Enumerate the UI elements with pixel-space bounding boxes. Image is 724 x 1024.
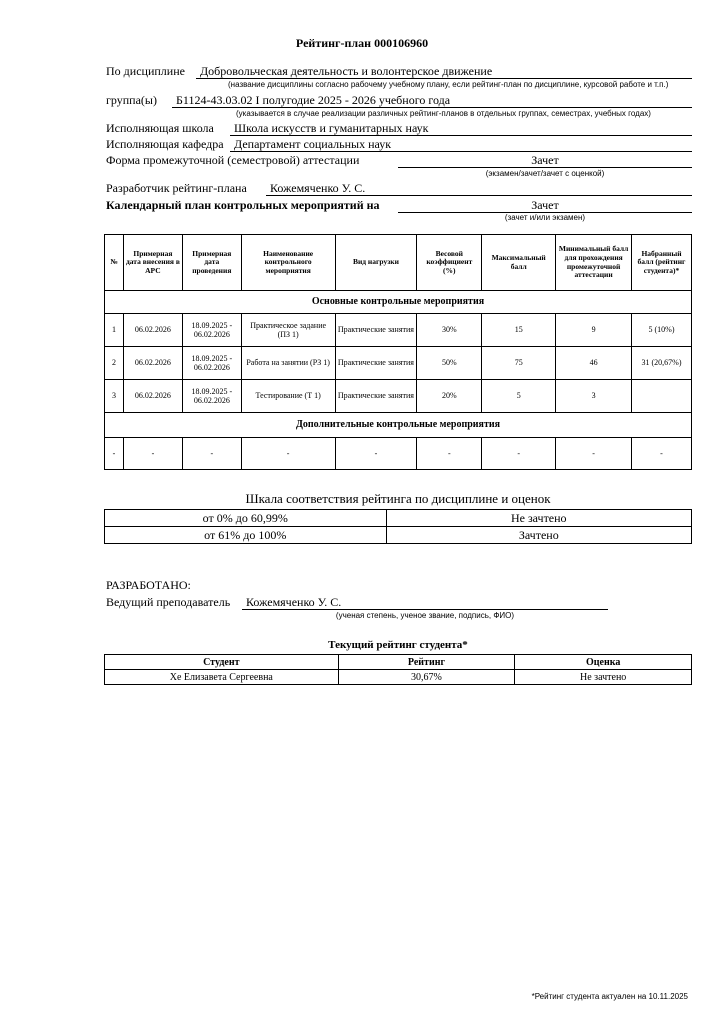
control-events-table	[104, 234, 692, 470]
dept-underline	[230, 151, 692, 152]
cell: Практические занятия	[335, 347, 417, 380]
column-header: Студент	[105, 655, 339, 670]
column-header: Вид нагрузки	[335, 235, 417, 291]
current-rating-title: Текущий рейтинг студента*	[328, 639, 468, 651]
cell: 5	[482, 380, 556, 413]
developed-heading: РАЗРАБОТАНО:	[106, 578, 191, 592]
group-label: группа(ы)	[106, 93, 157, 107]
table-row	[105, 510, 692, 527]
calendar-value: Зачет	[531, 198, 559, 212]
cell: 9	[556, 314, 632, 347]
section-row-main	[105, 291, 692, 314]
column-header: №	[105, 235, 124, 291]
table-row	[105, 347, 692, 380]
cell: -	[482, 438, 556, 470]
scale-title: Шкала соответствия рейтинга по дисциплине и оценок	[245, 491, 551, 506]
school-label: Исполняющая школа	[106, 121, 214, 135]
page-title: Рейтинг-план 000106960	[295, 36, 429, 50]
form-label: Форма промежуточной (семестровой) аттестации	[106, 153, 360, 167]
cell: 31 (20,67%)	[632, 347, 692, 380]
column-header: Примерная дата проведения	[182, 235, 241, 291]
cell: Не зачтено	[515, 670, 692, 685]
table-row	[105, 380, 692, 413]
footer-note: *Рейтинг студента актуален на 10.11.2025	[531, 992, 688, 1001]
column-header: Примерная дата внесения в АРС	[123, 235, 182, 291]
cell: Практическое задание (ПЗ 1)	[241, 314, 335, 347]
table-row	[105, 527, 692, 544]
school-value: Школа искусств и гуманитарных наук	[234, 121, 429, 135]
developer-underline	[266, 195, 692, 196]
cell: Практические занятия	[335, 314, 417, 347]
column-header: Весовой коэффициент (%)	[417, 235, 482, 291]
table-header-row	[105, 655, 692, 670]
cell: 3	[556, 380, 632, 413]
teacher-underline	[242, 609, 608, 610]
cell: Не зачтено	[386, 510, 691, 527]
school-underline	[230, 135, 692, 136]
cell: 06.02.2026	[123, 347, 182, 380]
column-header: Рейтинг	[338, 655, 515, 670]
cell: 15	[482, 314, 556, 347]
cell: Практические занятия	[335, 380, 417, 413]
cell: 18.09.2025 - 06.02.2026	[182, 347, 241, 380]
form-value: Зачет	[531, 153, 559, 167]
cell: 50%	[417, 347, 482, 380]
cell: Тестирование (Т 1)	[241, 380, 335, 413]
cell: от 0% до 60,99%	[105, 510, 387, 527]
column-header: Наименование контрольного мероприятия	[241, 235, 335, 291]
discipline-underline	[196, 78, 692, 79]
cell: 06.02.2026	[123, 314, 182, 347]
developer-label: Разработчик рейтинг-плана	[106, 181, 247, 195]
cell: 30%	[417, 314, 482, 347]
cell	[632, 380, 692, 413]
dept-value: Департамент социальных наук	[234, 137, 392, 151]
cell: 2	[105, 347, 124, 380]
teacher-hint: (ученая степень, ученое звание, подпись, ФИО)	[335, 611, 515, 620]
form-hint: (экзамен/зачет/зачет с оценкой)	[485, 169, 605, 178]
cell: 18.09.2025 - 06.02.2026	[182, 380, 241, 413]
calendar-label: Календарный план контрольных мероприятий на	[106, 198, 380, 212]
column-header: Минимальный балл для прохождения промежуточной аттестации	[556, 235, 632, 291]
cell: 75	[482, 347, 556, 380]
cell: 1	[105, 314, 124, 347]
discipline-hint: (название дисциплины согласно рабочему учебному плану, если рейтинг-план по дисциплине, курсовой работе и т.п.)	[228, 80, 669, 89]
discipline-value: Добровольческая деятельность и волонтерское движение	[200, 64, 493, 78]
cell: -	[335, 438, 417, 470]
current-rating-table	[104, 654, 692, 685]
discipline-label: По дисциплине	[106, 64, 185, 78]
cell: -	[105, 438, 124, 470]
cell: -	[241, 438, 335, 470]
cell: Хе Елизавета Сергеевна	[105, 670, 339, 685]
cell: от 61% до 100%	[105, 527, 387, 544]
cell: 46	[556, 347, 632, 380]
table-header-row	[105, 235, 692, 291]
grading-scale-table	[104, 509, 692, 544]
column-header: Максимальный балл	[482, 235, 556, 291]
cell: 18.09.2025 - 06.02.2026	[182, 314, 241, 347]
group-underline	[172, 107, 692, 108]
cell: 20%	[417, 380, 482, 413]
column-header: Оценка	[515, 655, 692, 670]
section-title: Дополнительные контрольные мероприятия	[105, 413, 692, 438]
group-hint: (указывается в случае реализации различных рейтинг-планов в отдельных группах, семестрах, учебных годах)	[236, 109, 651, 118]
cell: -	[632, 438, 692, 470]
form-underline	[398, 167, 692, 168]
cell: 5 (10%)	[632, 314, 692, 347]
table-row	[105, 314, 692, 347]
table-row	[105, 438, 692, 470]
table-row	[105, 670, 692, 685]
cell: 30,67%	[338, 670, 515, 685]
column-header: Набранный балл (рейтинг студента)*	[632, 235, 692, 291]
cell: Работа на занятии (РЗ 1)	[241, 347, 335, 380]
cell: -	[556, 438, 632, 470]
cell: -	[123, 438, 182, 470]
cell: Зачтено	[386, 527, 691, 544]
cell: -	[417, 438, 482, 470]
cell: -	[182, 438, 241, 470]
group-value: Б1124-43.03.02 I полугодие 2025 - 2026 учебного года	[176, 93, 451, 107]
teacher-label: Ведущий преподаватель	[106, 595, 231, 609]
developer-value: Кожемяченко У. С.	[270, 181, 366, 195]
dept-label: Исполняющая кафедра	[106, 137, 224, 151]
section-title: Основные контрольные мероприятия	[105, 291, 692, 314]
calendar-hint: (зачет и/или экзамен)	[504, 213, 586, 222]
section-row-extra	[105, 413, 692, 438]
cell: 3	[105, 380, 124, 413]
teacher-value: Кожемяченко У. С.	[246, 595, 342, 609]
cell: 06.02.2026	[123, 380, 182, 413]
